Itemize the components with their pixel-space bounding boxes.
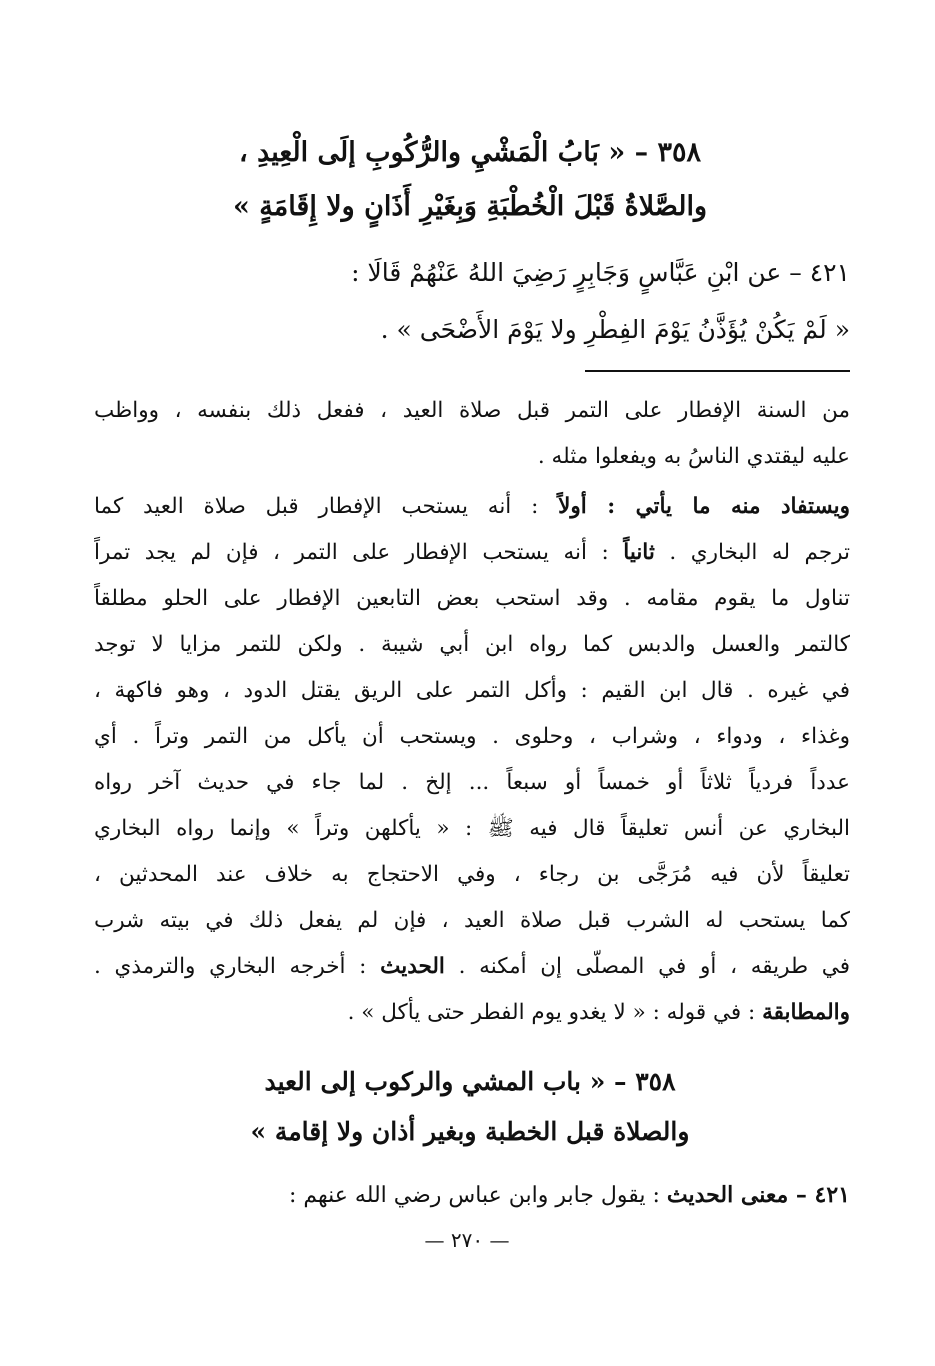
correspondence-label: والمطابقة xyxy=(762,1000,850,1025)
benefits-text: ترجم له البخاري . xyxy=(654,540,850,565)
chapter-heading-2-line-2: والصلاة قبل الخطبة وبغير أذان ولا إقامة » xyxy=(250,1117,690,1146)
benefits-line: في غيره . قال ابن القيم : وأكل التمر على الريق يقتل الدود ، وهو فاكهة ، xyxy=(94,678,850,703)
benefits-text: : أخرجه البخاري والترمذي . xyxy=(94,954,381,979)
benefits-line: البخاري عن أنس تعليقاً قال فيه ﷺ : « يأكلهن وتراً » وإنما رواه البخاري xyxy=(94,816,850,841)
benefits-text: : في قوله : « لا يغدو يوم الفطر حتى يأكل » . xyxy=(347,1000,763,1025)
hadith-meaning-line xyxy=(130,1172,850,1219)
chapter-heading-2-line-1: ٣٥٨ – « باب المشي والركوب إلى العيد xyxy=(264,1067,676,1096)
commentary-line: عليه ليقتدي الناسُ به ويفعلوا مثله . xyxy=(537,444,850,469)
benefits-text: : أنه يستحب الإفطار على التمر ، فإن لم يجد تمراً xyxy=(94,540,624,565)
benefits-line: تناول ما يقوم مقامه . وقد استحب بعض التابعين الإفطار على الحلو مطلقاً xyxy=(94,586,850,611)
benefits-line xyxy=(94,484,850,530)
commentary-top xyxy=(94,388,850,480)
benefits-line xyxy=(94,944,850,990)
benefits-line xyxy=(94,530,850,576)
hadith-meaning-text: : يقول جابر وابن عباس رضي الله عنهم : xyxy=(288,1183,667,1208)
footnote-divider xyxy=(585,370,850,372)
benefits-line: كالتمر والعسل والدبس كما رواه ابن أبي شيبة . ولكن للتمر مزايا لا توجد xyxy=(94,632,850,657)
benefits-text: في طريقه ، أو في المصلّى إن أمكنه . xyxy=(444,954,850,979)
chapter-heading-line-1: ٣٥٨ – « بَابُ الْمَشْيِ والرُّكُوبِ إلَى الْعِيدِ ، xyxy=(238,137,702,168)
benefits-line: عدداً فردياً ثلاثاً أو خمساً أو سبعاً ... إلخ . لما جاء في حديث آخر رواه xyxy=(94,770,850,795)
benefits-line: تعليقاً لأن فيه مُرَجَّى بن رجاء ، وفي الاحتجاج به خلاف عند المحدثين ، xyxy=(94,862,850,887)
hadith-meaning-label: ٤٢١ – معنى الحديث xyxy=(666,1182,850,1208)
benefits-paragraph xyxy=(94,484,850,1036)
benefits-text: : أنه يستحب الإفطار قبل صلاة العيد كما xyxy=(94,494,559,519)
benefits-second-label: ثانياً xyxy=(623,540,655,565)
page-number: — ٢٧٠ — xyxy=(424,1228,510,1252)
benefits-line: وغذاء ، ودواء ، وشراب ، وحلوى . ويستحب أن يأكل من التمر وتراً . أي xyxy=(94,724,850,749)
commentary-line: من السنة الإفطار على التمر قبل صلاة العيد ، ففعل ذلك بنفسه ، وواظب xyxy=(94,398,850,423)
hadith-line-1: ٤٢١ – عن ابْنِ عَبَّاسٍ وَجَابِرٍ رَضِيَ اللهُ عَنْهُمْ قَالَا : xyxy=(351,258,850,287)
chapter-heading-line-2: والصَّلاةُ قَبْلَ الْخُطْبَةِ وَبِغَيْرِ أَذَانٍ ولا إِقَامَةٍ » xyxy=(232,191,708,222)
benefits-line xyxy=(94,990,850,1036)
benefits-intro: ويستفاد منه ما يأتي : أولاً xyxy=(558,494,850,519)
hadith-source-label: الحديث xyxy=(380,954,445,979)
hadith-line-2: « لَمْ يَكُنْ يُؤَذَّنُ يَوْمَ الفِطْرِ ولا يَوْمَ الأَضْحَى » . xyxy=(380,315,850,344)
benefits-line: كما يستحب له الشرب قبل صلاة العيد ، فإن لم يفعل ذلك في بيته شرب xyxy=(94,908,850,933)
